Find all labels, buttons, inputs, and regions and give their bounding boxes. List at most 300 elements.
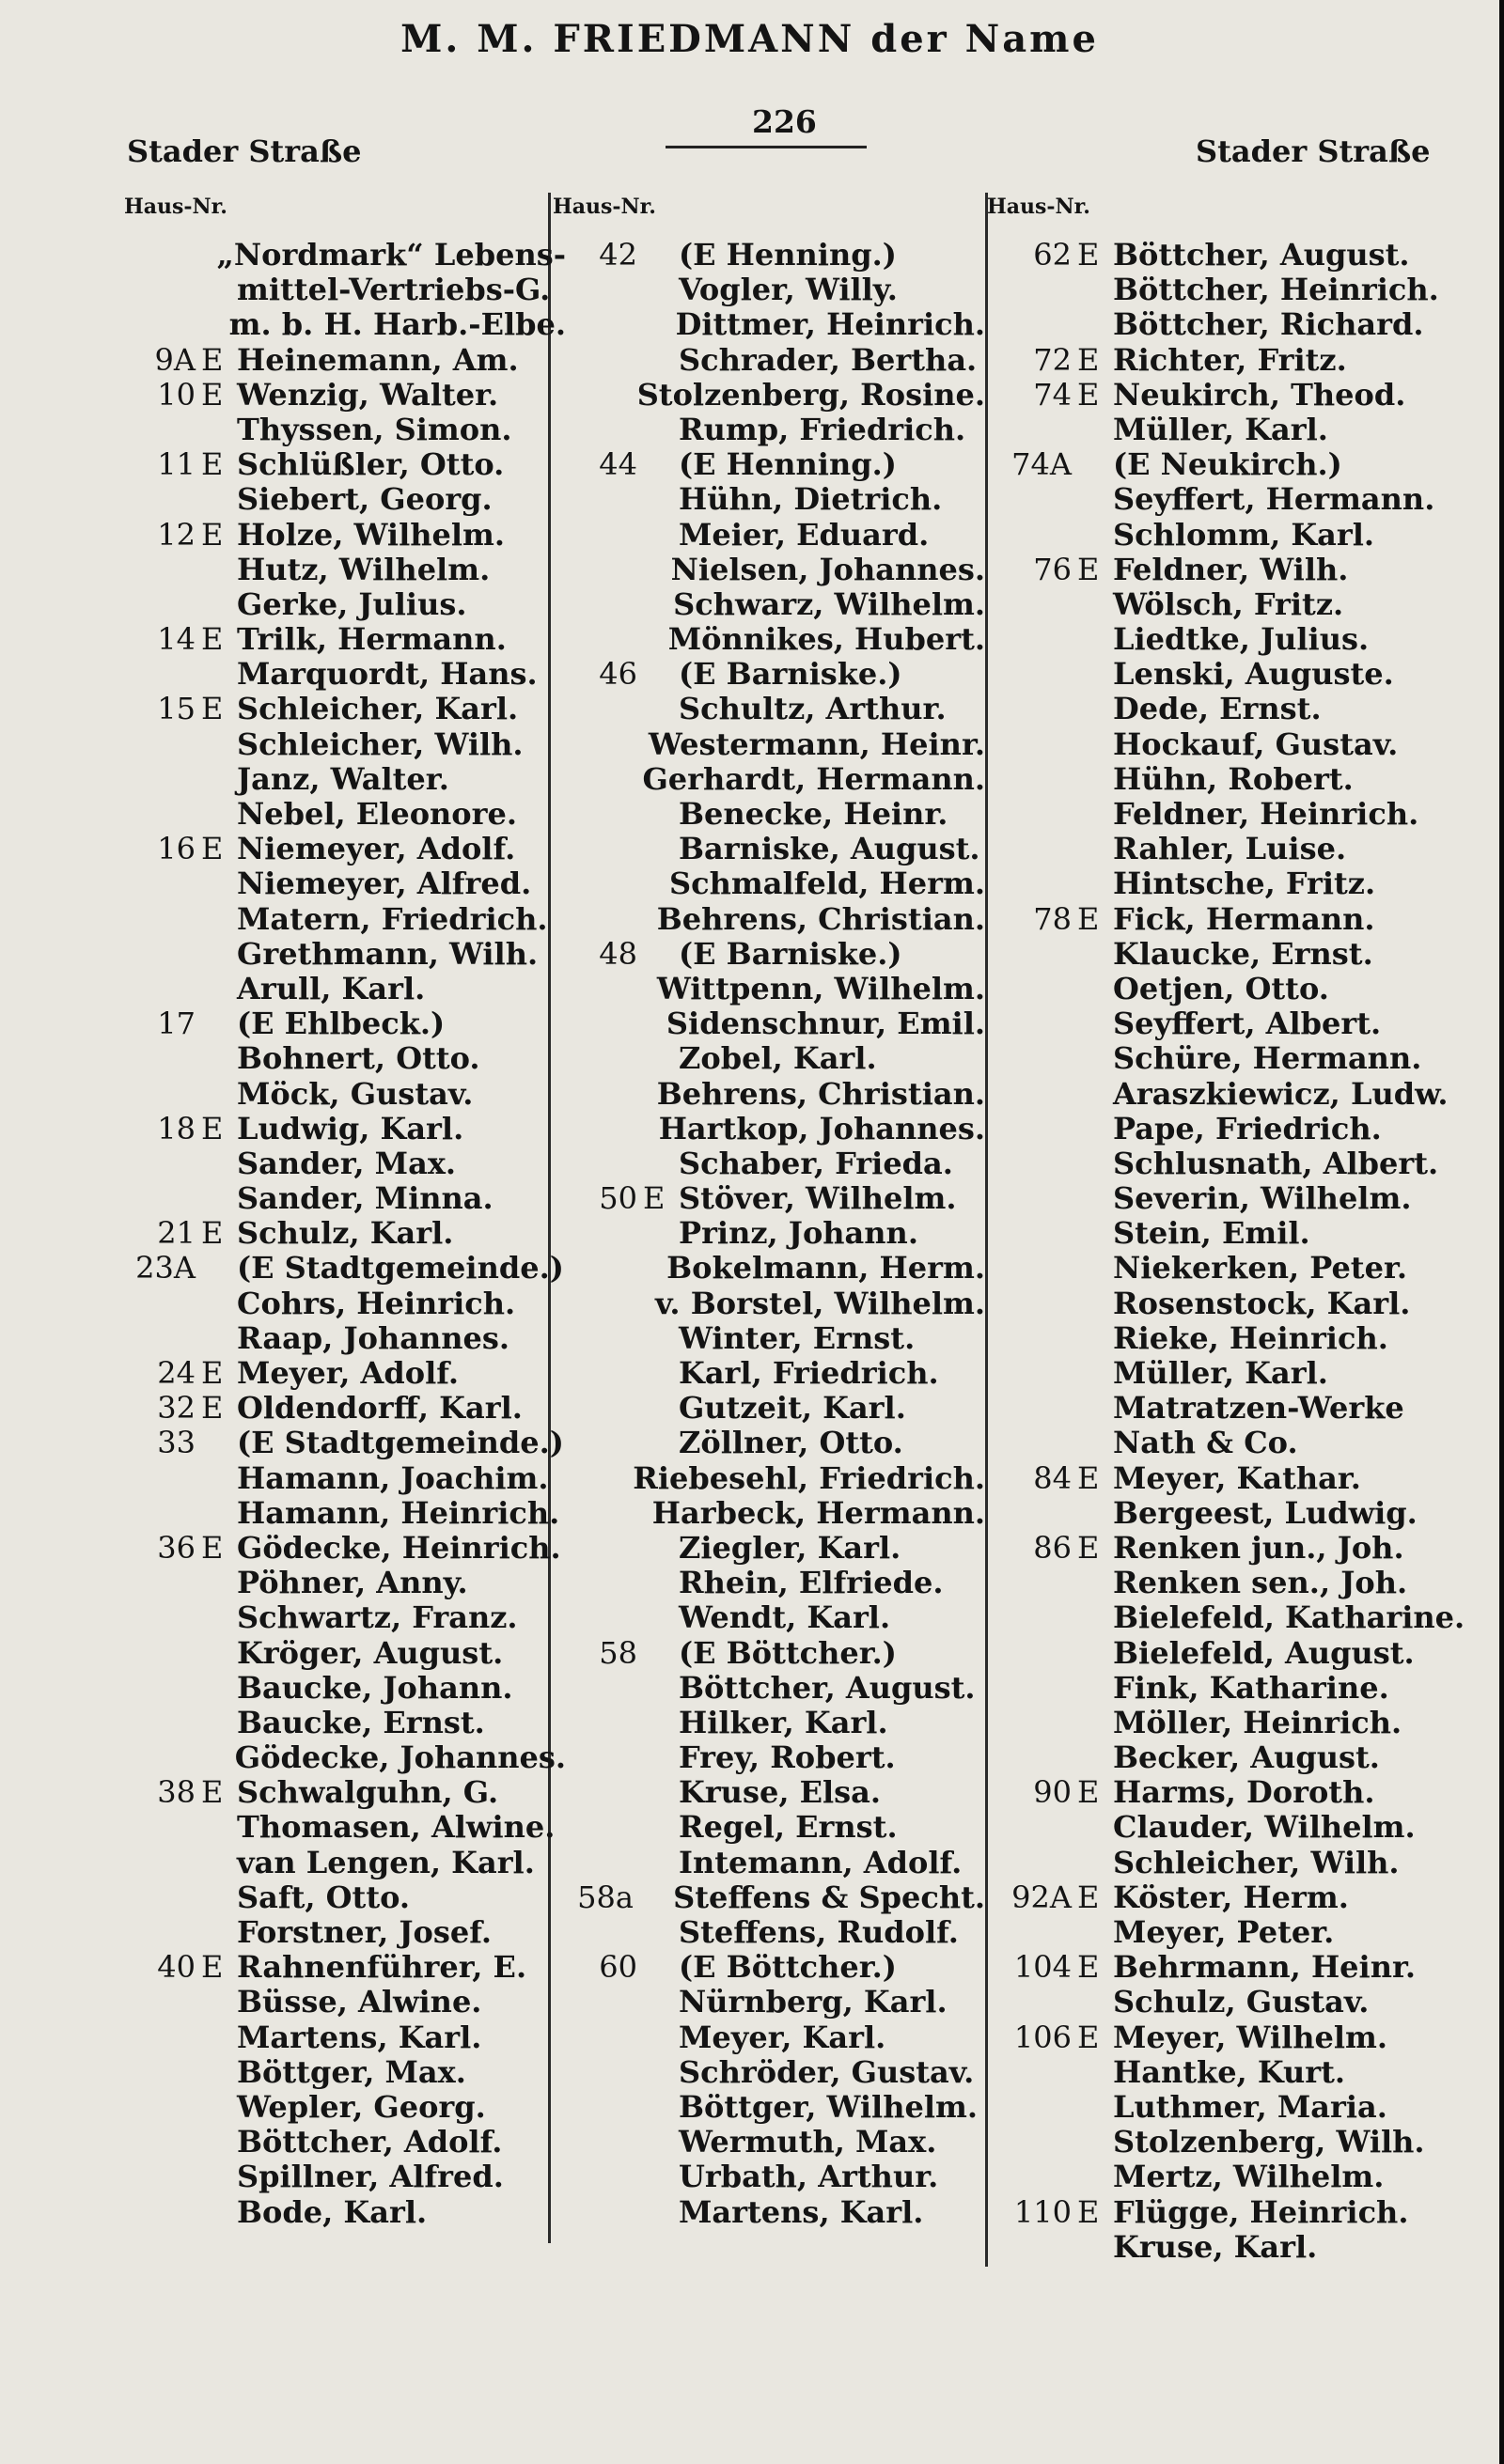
resident-name: Mönnikes, Hubert. bbox=[667, 621, 985, 658]
list-item bbox=[124, 1426, 566, 1460]
list-item bbox=[124, 343, 566, 378]
resident-name: (E Ehlbeck.) bbox=[237, 1006, 446, 1042]
resident-name: Dede, Ernst. bbox=[1113, 691, 1322, 727]
resident-name: Intemann, Adolf. bbox=[679, 1844, 963, 1880]
page-number-rule bbox=[666, 146, 867, 148]
resident-name: (E Stadtgemeinde.) bbox=[237, 1425, 564, 1461]
house-number bbox=[124, 2020, 201, 2055]
list-item bbox=[124, 1846, 566, 1880]
list-item bbox=[124, 2055, 566, 2090]
resident-name: (E Barniske.) bbox=[679, 935, 902, 972]
resident-name: Marquordt, Hans. bbox=[237, 656, 538, 693]
resident-name: Janz, Walter. bbox=[237, 760, 449, 797]
resident-name: Harbeck, Hermann. bbox=[651, 1494, 985, 1531]
owner-mark bbox=[1077, 2055, 1113, 2090]
resident-name: Wenzig, Walter. bbox=[237, 376, 499, 413]
owner-mark: E bbox=[201, 1774, 224, 1811]
house-number bbox=[987, 727, 1077, 762]
house-number bbox=[124, 1496, 201, 1531]
list-item bbox=[124, 937, 566, 972]
owner-mark: E bbox=[201, 1110, 224, 1146]
house-number bbox=[553, 1810, 643, 1845]
owner-mark bbox=[634, 1006, 666, 1041]
list-item bbox=[124, 1461, 566, 1496]
house-number bbox=[987, 972, 1077, 1006]
owner-mark bbox=[1077, 482, 1113, 517]
resident-name: Vogler, Willy. bbox=[679, 272, 898, 308]
house-number bbox=[124, 1740, 200, 1775]
resident-name: Behrens, Christian. bbox=[656, 1075, 985, 1112]
list-item bbox=[124, 692, 566, 726]
owner-mark bbox=[201, 273, 237, 307]
list-item bbox=[124, 1251, 566, 1286]
resident-name: Nath & Co. bbox=[1113, 1425, 1298, 1461]
resident-name: Müller, Karl. bbox=[1113, 1355, 1328, 1391]
owner-mark bbox=[639, 587, 673, 622]
resident-name: Schwalguhn, G. bbox=[237, 1774, 499, 1811]
owner-mark bbox=[643, 413, 679, 447]
owner-mark bbox=[201, 2125, 237, 2160]
house-number bbox=[124, 587, 201, 622]
owner-mark bbox=[1077, 1356, 1113, 1391]
owner-mark bbox=[637, 553, 671, 587]
house-number: 46 bbox=[599, 656, 637, 693]
resident-name: Forstner, Josef. bbox=[237, 1914, 493, 1950]
house-number bbox=[987, 482, 1077, 517]
owner-mark bbox=[643, 1810, 679, 1845]
resident-name: Baucke, Johann. bbox=[237, 1669, 513, 1706]
list-item bbox=[987, 832, 1476, 866]
list-item bbox=[124, 902, 566, 937]
house-number bbox=[124, 1600, 201, 1635]
house-number bbox=[553, 413, 643, 447]
owner-mark bbox=[1077, 2160, 1113, 2194]
resident-name: Westermann, Heinr. bbox=[648, 725, 985, 762]
resident-name: Schlomm, Karl. bbox=[1113, 516, 1375, 553]
house-number bbox=[124, 727, 201, 762]
resident-name: Niemeyer, Alfred. bbox=[237, 866, 532, 902]
resident-name: Schröder, Gustav. bbox=[679, 2053, 975, 2090]
list-item bbox=[553, 273, 985, 307]
directory-column-1 bbox=[124, 193, 566, 2230]
list-item bbox=[553, 1216, 985, 1251]
list-item bbox=[124, 2020, 566, 2055]
house-number: 10 bbox=[157, 376, 196, 413]
owner-mark: E bbox=[201, 1949, 224, 1986]
owner-mark: E bbox=[1077, 1949, 1100, 1986]
owner-mark bbox=[1077, 1146, 1113, 1181]
resident-name: Saft, Otto. bbox=[237, 1879, 411, 1915]
house-number bbox=[124, 1810, 201, 1845]
owner-mark bbox=[1077, 1216, 1113, 1251]
list-item bbox=[124, 1671, 566, 1706]
house-number bbox=[987, 762, 1077, 797]
resident-name: Karl, Friedrich. bbox=[679, 1355, 939, 1391]
house-number bbox=[124, 273, 201, 307]
list-item bbox=[553, 1321, 985, 1356]
owner-mark bbox=[201, 937, 237, 972]
list-item bbox=[987, 413, 1476, 447]
list-item bbox=[987, 273, 1476, 307]
resident-name: Steffens, Rudolf. bbox=[679, 1914, 959, 1950]
house-number bbox=[553, 1112, 629, 1146]
column-header: Haus-Nr. bbox=[987, 195, 1090, 219]
owner-mark bbox=[643, 273, 679, 307]
house-number bbox=[124, 1287, 201, 1321]
house-number bbox=[987, 1321, 1077, 1356]
house-number bbox=[987, 2230, 1077, 2265]
list-item bbox=[987, 1915, 1476, 1950]
resident-name: Nebel, Eleonore. bbox=[237, 796, 517, 832]
resident-name: mittel-Vertriebs-G. bbox=[237, 272, 551, 308]
resident-name: Matratzen-Werke bbox=[1113, 1390, 1404, 1427]
owner-mark: E bbox=[201, 831, 224, 867]
owner-mark bbox=[1077, 797, 1113, 832]
list-item bbox=[987, 1740, 1476, 1775]
house-number bbox=[987, 1251, 1077, 1286]
list-item bbox=[553, 1880, 985, 1915]
resident-name: Renken sen., Joh. bbox=[1113, 1565, 1408, 1601]
owner-mark bbox=[643, 1356, 679, 1391]
owner-mark bbox=[1077, 273, 1113, 307]
owner-mark bbox=[188, 238, 217, 273]
house-number bbox=[987, 1671, 1077, 1706]
list-item bbox=[553, 1846, 985, 1880]
owner-mark bbox=[201, 1880, 237, 1915]
owner-mark bbox=[1077, 1077, 1113, 1112]
house-number: 9A bbox=[154, 341, 196, 378]
list-item bbox=[987, 1496, 1476, 1531]
house-number: 110 bbox=[1013, 2193, 1072, 2230]
house-number bbox=[553, 1077, 628, 1112]
house-number: 38 bbox=[157, 1774, 196, 1811]
list-item bbox=[987, 692, 1476, 726]
resident-name: Wepler, Georg. bbox=[237, 2088, 486, 2125]
house-number bbox=[553, 1671, 643, 1706]
owner-mark bbox=[1077, 2230, 1113, 2265]
house-number: 12 bbox=[157, 516, 196, 553]
list-item bbox=[553, 1915, 985, 1950]
owner-mark bbox=[201, 482, 237, 517]
list-item bbox=[987, 1810, 1476, 1845]
resident-name: m. b. H. Harb.-Elbe. bbox=[228, 306, 566, 343]
list-item bbox=[124, 1321, 566, 1356]
owner-mark bbox=[628, 902, 657, 937]
house-number bbox=[987, 1915, 1077, 1950]
list-item bbox=[553, 378, 985, 413]
house-number: 36 bbox=[157, 1529, 196, 1566]
list-item bbox=[553, 937, 985, 972]
list-item bbox=[553, 1531, 985, 1566]
resident-name: Sidenschnur, Emil. bbox=[666, 1006, 985, 1042]
owner-mark bbox=[643, 518, 679, 553]
resident-name: Ludwig, Karl. bbox=[237, 1110, 464, 1146]
owner-mark bbox=[201, 1321, 237, 1356]
resident-name: (E Stadtgemeinde.) bbox=[237, 1250, 564, 1287]
owner-mark bbox=[1077, 307, 1113, 342]
list-item bbox=[553, 1426, 985, 1460]
house-number bbox=[553, 2195, 643, 2230]
resident-name: Hartkop, Johannes. bbox=[658, 1110, 985, 1146]
list-item bbox=[124, 238, 566, 273]
page-number: 226 bbox=[752, 103, 817, 140]
house-number: 58 bbox=[599, 1634, 637, 1671]
house-number bbox=[553, 2160, 643, 2194]
house-number bbox=[553, 343, 643, 378]
owner-mark bbox=[1077, 1566, 1113, 1600]
owner-mark bbox=[1077, 1636, 1113, 1671]
house-number bbox=[553, 692, 643, 726]
list-item bbox=[987, 1636, 1476, 1671]
resident-name: Riebesehl, Friedrich. bbox=[633, 1459, 985, 1496]
list-item bbox=[124, 447, 566, 482]
list-item bbox=[987, 238, 1476, 273]
resident-name: Zöllner, Otto. bbox=[679, 1425, 903, 1461]
house-number bbox=[987, 1287, 1077, 1321]
owner-mark: E bbox=[1077, 1529, 1100, 1566]
owner-mark bbox=[201, 1496, 237, 1531]
list-item bbox=[987, 762, 1476, 797]
list-item bbox=[987, 587, 1476, 622]
resident-name: Thomasen, Alwine. bbox=[237, 1809, 556, 1846]
owner-mark bbox=[629, 1112, 659, 1146]
owner-mark bbox=[201, 1181, 237, 1216]
list-item bbox=[124, 1636, 566, 1671]
owner-mark bbox=[643, 447, 679, 482]
owner-mark bbox=[635, 622, 668, 657]
house-number bbox=[553, 1740, 643, 1775]
resident-name: Schlüßler, Otto. bbox=[237, 446, 505, 483]
resident-name: (E Henning.) bbox=[679, 237, 897, 273]
resident-name: Regel, Ernst. bbox=[679, 1809, 898, 1846]
house-number bbox=[987, 692, 1077, 726]
house-number bbox=[987, 2090, 1077, 2125]
resident-name: Grethmann, Wilh. bbox=[237, 935, 539, 972]
resident-name: Gerhardt, Hermann. bbox=[642, 760, 985, 797]
owner-mark bbox=[1077, 1391, 1113, 1426]
resident-name: Raap, Johannes. bbox=[237, 1319, 509, 1356]
resident-name: Hamann, Joachim. bbox=[237, 1459, 549, 1496]
resident-name: Kruse, Elsa. bbox=[679, 1774, 882, 1811]
house-number bbox=[987, 1356, 1077, 1391]
owner-mark bbox=[643, 1775, 679, 1810]
house-number bbox=[553, 1356, 643, 1391]
list-item bbox=[987, 553, 1476, 587]
owner-mark bbox=[628, 972, 657, 1006]
owner-mark bbox=[1077, 1740, 1113, 1775]
list-item bbox=[987, 937, 1476, 972]
resident-name: Ziegler, Karl. bbox=[679, 1529, 901, 1566]
resident-name: (E Böttcher.) bbox=[679, 1634, 897, 1671]
street-name-right: Stader Straße bbox=[1196, 133, 1431, 169]
owner-mark bbox=[201, 1041, 237, 1076]
house-number bbox=[987, 2125, 1077, 2160]
house-number bbox=[553, 622, 635, 657]
resident-name: Bohnert, Otto. bbox=[237, 1040, 480, 1077]
house-number bbox=[987, 1041, 1077, 1076]
list-item bbox=[553, 1391, 985, 1426]
resident-name: Meyer, Karl. bbox=[679, 2019, 886, 2055]
owner-mark bbox=[1077, 1810, 1113, 1845]
resident-name: Köster, Herm. bbox=[1113, 1879, 1349, 1915]
owner-mark bbox=[201, 1077, 237, 1112]
resident-name: Mertz, Wilhelm. bbox=[1113, 2159, 1385, 2195]
resident-name: v. Borstel, Wilhelm. bbox=[655, 1285, 985, 1321]
list-item bbox=[987, 1146, 1476, 1181]
owner-mark bbox=[1077, 1181, 1113, 1216]
resident-name: Büsse, Alwine. bbox=[237, 1984, 482, 2020]
list-item bbox=[987, 2195, 1476, 2230]
owner-mark bbox=[201, 1636, 237, 1671]
resident-name: Heinemann, Am. bbox=[237, 341, 519, 378]
house-number bbox=[124, 2125, 201, 2160]
owner-mark bbox=[1077, 1112, 1113, 1146]
house-number bbox=[124, 1846, 201, 1880]
house-number bbox=[553, 1566, 643, 1600]
owner-mark bbox=[643, 1671, 679, 1706]
list-item bbox=[124, 482, 566, 517]
list-item bbox=[553, 1810, 985, 1845]
house-number bbox=[553, 972, 628, 1006]
resident-name: Bode, Karl. bbox=[237, 2193, 428, 2230]
resident-name: (E Neukirch.) bbox=[1113, 446, 1342, 483]
owner-mark bbox=[628, 1077, 657, 1112]
house-number bbox=[553, 378, 614, 413]
list-item bbox=[553, 622, 985, 657]
resident-name: Schultz, Arthur. bbox=[679, 691, 947, 727]
owner-mark bbox=[201, 1985, 237, 2020]
list-item bbox=[987, 1950, 1476, 1985]
owner-mark bbox=[621, 727, 648, 762]
owner-mark bbox=[1077, 937, 1113, 972]
house-number: 106 bbox=[1013, 2019, 1072, 2055]
house-number: 86 bbox=[1033, 1529, 1072, 1566]
house-number bbox=[553, 1985, 643, 2020]
owner-mark: E bbox=[201, 376, 224, 413]
resident-name: Pape, Friedrich. bbox=[1113, 1110, 1382, 1146]
owner-mark bbox=[1077, 1006, 1113, 1041]
list-item bbox=[124, 587, 566, 622]
house-number bbox=[987, 2055, 1077, 2090]
house-number bbox=[553, 1461, 611, 1496]
list-item bbox=[987, 1985, 1476, 2020]
resident-name: Richter, Fritz. bbox=[1113, 341, 1347, 378]
list-item bbox=[553, 1636, 985, 1671]
house-number bbox=[124, 2090, 201, 2125]
resident-name: Schrader, Bertha. bbox=[679, 341, 978, 378]
list-item bbox=[124, 2195, 566, 2230]
resident-name: Luthmer, Maria. bbox=[1113, 2088, 1387, 2125]
owner-mark bbox=[643, 1216, 679, 1251]
owner-mark bbox=[643, 1636, 679, 1671]
list-item bbox=[124, 727, 566, 762]
list-item bbox=[124, 832, 566, 866]
resident-name: Gutzeit, Karl. bbox=[679, 1390, 906, 1427]
list-item bbox=[987, 1880, 1476, 1915]
list-item bbox=[553, 762, 985, 797]
house-number bbox=[553, 1146, 643, 1181]
list-item bbox=[124, 1216, 566, 1251]
house-number bbox=[553, 762, 618, 797]
house-number bbox=[124, 1146, 201, 1181]
house-number bbox=[124, 1077, 201, 1112]
house-number bbox=[987, 1636, 1077, 1671]
list-item bbox=[553, 1251, 985, 1286]
list-item bbox=[553, 587, 985, 622]
house-number bbox=[124, 1636, 201, 1671]
owner-mark bbox=[643, 1985, 679, 2020]
resident-name: Stolzenberg, Wilh. bbox=[1113, 2124, 1425, 2160]
house-number bbox=[124, 1671, 201, 1706]
resident-name: (E Böttcher.) bbox=[679, 1949, 897, 1986]
owner-mark bbox=[1077, 832, 1113, 866]
list-item bbox=[553, 1077, 985, 1112]
list-item bbox=[987, 1356, 1476, 1391]
house-number bbox=[553, 1426, 643, 1460]
resident-name: Kröger, August. bbox=[237, 1634, 504, 1671]
owner-mark: E bbox=[1077, 551, 1100, 587]
house-number: 16 bbox=[157, 831, 196, 867]
owner-mark bbox=[201, 2160, 237, 2194]
owner-mark bbox=[643, 2055, 679, 2090]
resident-name: „Nordmark“ Lebens- bbox=[216, 237, 566, 273]
owner-mark: E bbox=[1077, 376, 1100, 413]
owner-mark bbox=[201, 1461, 237, 1496]
resident-name: Spillner, Alfred. bbox=[237, 2159, 504, 2195]
owner-mark bbox=[201, 902, 237, 937]
house-number bbox=[124, 1041, 201, 1076]
house-number bbox=[553, 1251, 634, 1286]
house-number: 62 bbox=[1033, 237, 1072, 273]
list-item bbox=[124, 1566, 566, 1600]
list-item bbox=[987, 1391, 1476, 1426]
house-number bbox=[124, 797, 201, 832]
resident-name: Möck, Gustav. bbox=[237, 1075, 474, 1112]
house-number bbox=[553, 727, 621, 762]
list-item bbox=[124, 1496, 566, 1531]
owner-mark bbox=[643, 692, 679, 726]
resident-name: Behrens, Christian. bbox=[656, 900, 985, 937]
list-item bbox=[987, 1566, 1476, 1600]
owner-mark bbox=[643, 1706, 679, 1740]
resident-name: Fink, Katharine. bbox=[1113, 1669, 1389, 1706]
list-item bbox=[553, 1146, 985, 1181]
house-number bbox=[987, 797, 1077, 832]
owner-mark bbox=[641, 307, 676, 342]
house-number bbox=[553, 307, 641, 342]
resident-name: Rieke, Heinrich. bbox=[1113, 1319, 1388, 1356]
list-item bbox=[553, 902, 985, 937]
resident-name: Hamann, Heinrich. bbox=[237, 1494, 560, 1531]
resident-name: Rahnenführer, E. bbox=[237, 1949, 527, 1986]
house-number bbox=[124, 413, 201, 447]
house-number: 78 bbox=[1033, 900, 1072, 937]
house-number bbox=[987, 1846, 1077, 1880]
list-item bbox=[553, 1006, 985, 1041]
list-item bbox=[124, 2160, 566, 2194]
owner-mark bbox=[643, 2020, 679, 2055]
house-number bbox=[987, 832, 1077, 866]
resident-name: Dittmer, Heinrich. bbox=[675, 306, 985, 343]
owner-mark bbox=[643, 2090, 679, 2125]
house-number: 48 bbox=[599, 935, 637, 972]
resident-name: Lenski, Auguste. bbox=[1113, 656, 1394, 693]
list-item bbox=[124, 1985, 566, 2020]
house-number: 44 bbox=[599, 446, 637, 483]
house-number bbox=[987, 937, 1077, 972]
owner-mark: E bbox=[1077, 341, 1100, 378]
list-item bbox=[987, 482, 1476, 517]
